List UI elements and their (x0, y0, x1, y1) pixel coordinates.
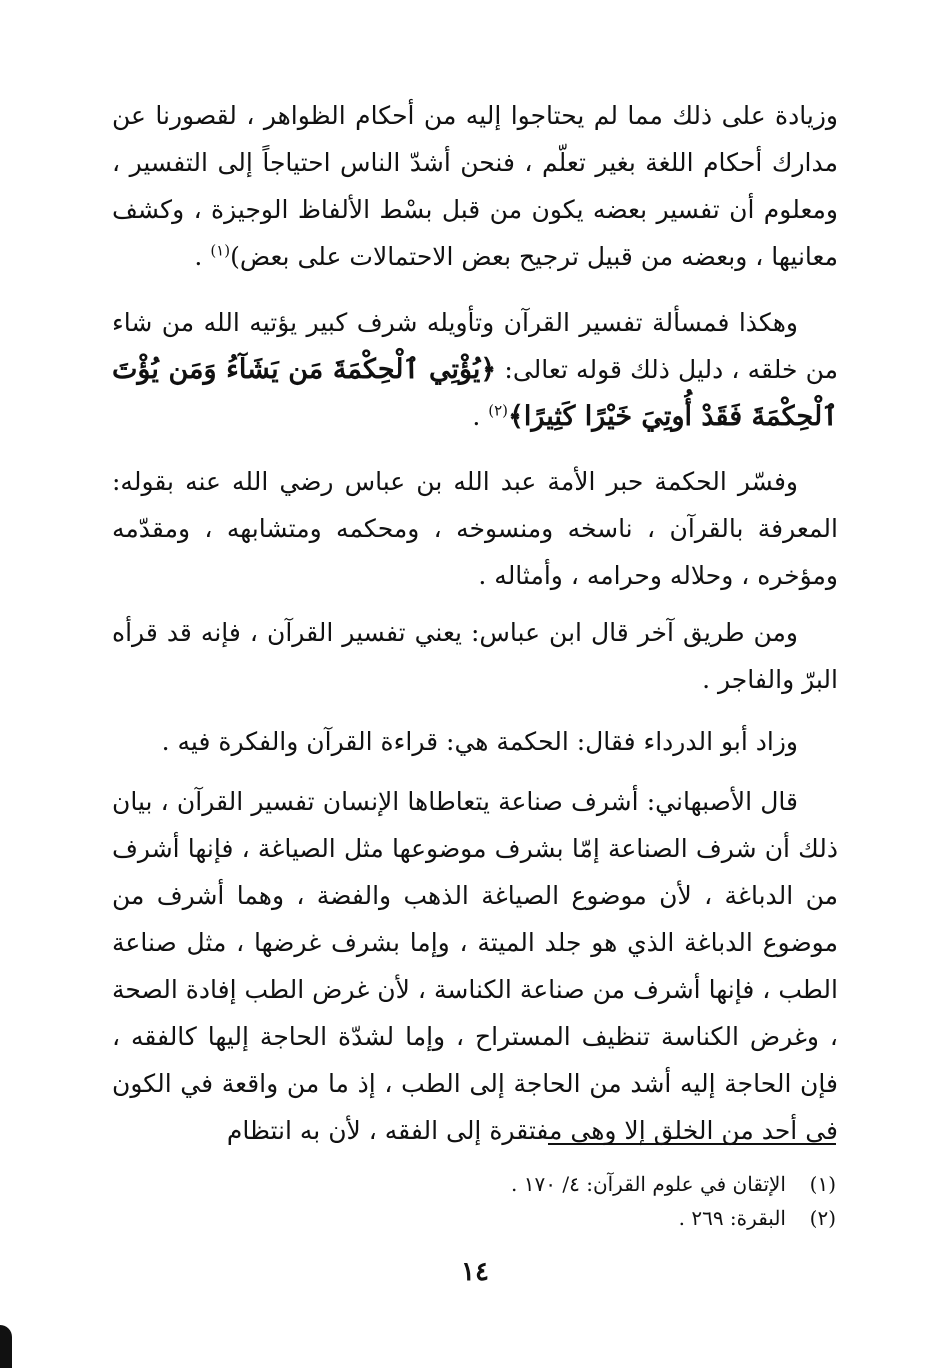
paragraph-6: قال الأصبهاني: أشرف صناعة يتعاطاها الإنسان تفسير القرآن ، بيان ذلك أن شرف الصناعة إمّا بشرف موضوعها مثل الصياغة ، فإنها أشرف من الدباغة ، لأن موضوع الصياغة الذهب والفضة ، وهما أشرف من موضوع الدباغة الذي هو جلد الميتة ، وإما بشرف غرضها ، مثل صناعة الطب ، فإنها أشرف من صناعة الكناسة ، لأن غرض الطب إفادة الصحة ، وغرض الكناسة تنظيف المستراح ، وإما لشدّة الحاجة إليها كالفقه ، فإن الحاجة إليه أشد من الحاجة إلى الطب ، إذ ما من واقعة في الكون في أحد من الخلق إلا وهي مفتقرة إلى الفقه ، لأن به انتظام (112, 787, 838, 1145)
footnote-1 (480, 1167, 836, 1201)
paragraph-2 (112, 299, 838, 440)
paragraph-2-text: وهكذا فمسألة تفسير القرآن وتأويله شرف كبير يؤتيه الله من شاء من خلقه ، دليل ذلك قوله تعالى: (112, 308, 838, 384)
paragraph-1-end: . (194, 242, 211, 271)
paragraph-6-block (112, 778, 838, 1154)
footnote-2 (480, 1201, 836, 1235)
paragraph-1-text: وزيادة على ذلك مما لم يحتاجوا إليه من أحكام الظواهر ، لقصورنا عن مدارك أحكام اللغة بغير تعلّم ، فنحن أشدّ الناس احتياجاً إلى التفسير ، ومعلوم أن تفسير بعضه يكون من قبل بسْط الألفاظ الوجيزة ، وكشف معانيها ، وبعضه من قبيل ترجيح بعض الاحتمالات على بعض) (112, 101, 838, 271)
quran-verse: ﴿يُؤْتِي ٱلْحِكْمَةَ مَن يَشَآءُ وَمَن يُؤْتَ ٱلْحِكْمَةَ فَقَدْ أُوتِيَ خَيْرًا كَثِيرًا﴾ (112, 354, 838, 432)
scan-edge-mark (0, 1325, 12, 1368)
paragraph-2-end: . (472, 402, 489, 431)
footnote-2-number: (٢) (809, 1206, 836, 1230)
footnote-ref-2: (٢) (488, 401, 509, 420)
paragraph-5: وزاد أبو الدرداء فقال: الحكمة هي: قراءة القرآن والفكرة فيه . (161, 727, 798, 756)
paragraph-1 (112, 92, 838, 280)
paragraph-3: وفسّر الحكمة حبر الأمة عبد الله بن عباس رضي الله عنه بقوله: المعرفة بالقرآن ، ناسخه ومنسوخه ، ومحكمه ومتشابهه ، ومقدّمه ومؤخره ، وحلاله وحرامه ، وأمثاله . (112, 467, 838, 590)
paragraph-3-block (112, 458, 838, 599)
paragraph-1-block (112, 92, 838, 280)
paragraph-4: ومن طريق آخر قال ابن عباس: يعني تفسير القرآن ، فإنه قد قرأه البرّ والفاجر . (112, 618, 838, 694)
footnote-1-number: (١) (809, 1172, 836, 1196)
page-number: ١٤ (461, 1257, 489, 1287)
footnote-1-text: الإتقان في علوم القرآن: ٤/ ١٧٠ . (511, 1172, 786, 1196)
footnote-divider (548, 1143, 836, 1145)
paragraph-2-block (112, 299, 838, 440)
footnote-2-text: البقرة: ٢٦٩ . (678, 1206, 786, 1230)
footnotes (480, 1167, 836, 1235)
paragraph-4-block (112, 609, 838, 703)
paragraph-5-block (112, 718, 838, 765)
footnote-ref-1: (١) (210, 241, 231, 260)
